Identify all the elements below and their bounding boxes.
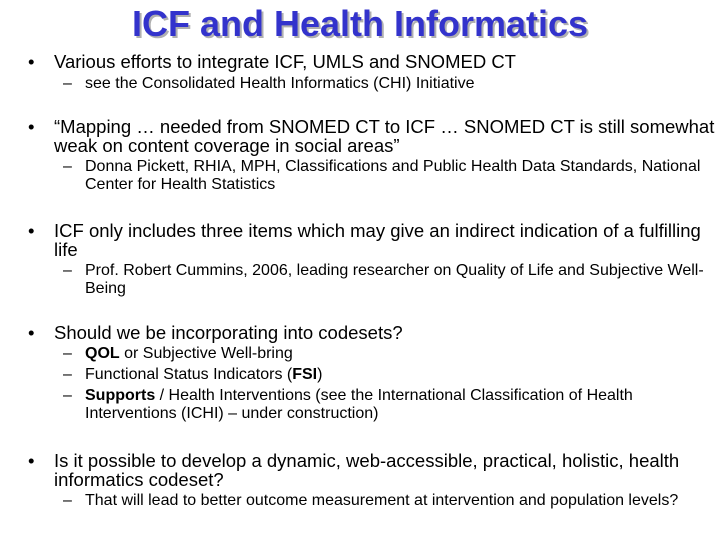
bullet	[0, 117, 720, 155]
sub-bullet-text: That will lead to better outcome measurement at intervention and population levels?	[85, 492, 679, 509]
sub-bullet-text: Donna Pickett, RHIA, MPH, Classifications and Public Health Data Standards, National Center for Health Statistics	[85, 158, 701, 193]
sub-bullet	[0, 75, 720, 93]
bullet	[0, 52, 720, 71]
sub-bullet-bold: FSI	[292, 366, 318, 383]
sub-bullet	[0, 492, 720, 510]
sub-bullet-marker: –	[63, 387, 72, 404]
bullet-marker: •	[28, 220, 35, 241]
bullet-marker: •	[28, 116, 35, 137]
bullet-text: Various efforts to integrate ICF, UMLS and SNOMED CT	[54, 51, 516, 72]
bullet-marker: •	[28, 450, 35, 471]
sub-bullet	[0, 262, 720, 298]
bullet	[0, 451, 720, 489]
bullet-block	[0, 52, 720, 93]
sub-bullet-text: / Health Interventions (see the International Classification of Health Interventions (ICHI) – under construction)	[85, 387, 633, 422]
sub-bullet-text: )	[317, 366, 323, 383]
sub-bullet-marker: –	[63, 75, 72, 92]
bullet-block	[0, 451, 720, 510]
bullet	[0, 221, 720, 259]
bullet-block	[0, 323, 720, 423]
sub-bullet-text: Functional Status Indicators (	[85, 366, 293, 383]
sub-bullet-marker: –	[63, 492, 72, 509]
sub-bullet	[0, 366, 720, 384]
sub-bullet-text: or Subjective Well-bring	[119, 345, 293, 362]
bullet-text: “Mapping … needed from SNOMED CT to ICF … SNOMED CT is still somewhat weak on content coverage in social areas”	[54, 116, 715, 156]
sub-bullet-bold: Supports	[85, 387, 156, 404]
bullet-block	[0, 221, 720, 298]
bullet	[0, 323, 720, 342]
sub-bullet-marker: –	[63, 262, 72, 279]
sub-bullet-marker: –	[63, 366, 72, 383]
bullet-marker: •	[28, 322, 35, 343]
bullet-text: Is it possible to develop a dynamic, web-accessible, practical, holistic, health informatics codeset?	[54, 450, 680, 490]
sub-bullet-marker: –	[63, 158, 72, 175]
bullet-text: Should we be incorporating into codesets?	[54, 322, 403, 343]
sub-bullet-bold: QOL	[85, 345, 120, 362]
bullet-marker: •	[28, 51, 35, 72]
sub-bullet-marker: –	[63, 345, 72, 362]
sub-bullet-text: see the Consolidated Health Informatics (CHI) Initiative	[85, 75, 475, 92]
bullet-text: ICF only includes three items which may give an indirect indication of a fulfilling life	[54, 220, 701, 260]
sub-bullet	[0, 158, 720, 194]
slide-title: ICF and Health Informatics	[131, 3, 589, 44]
sub-bullet	[0, 387, 720, 423]
bullet-block	[0, 117, 720, 194]
sub-bullet	[0, 345, 720, 363]
sub-bullet-text: Prof. Robert Cummins, 2006, leading researcher on Quality of Life and Subjective Well-Being	[85, 262, 704, 297]
